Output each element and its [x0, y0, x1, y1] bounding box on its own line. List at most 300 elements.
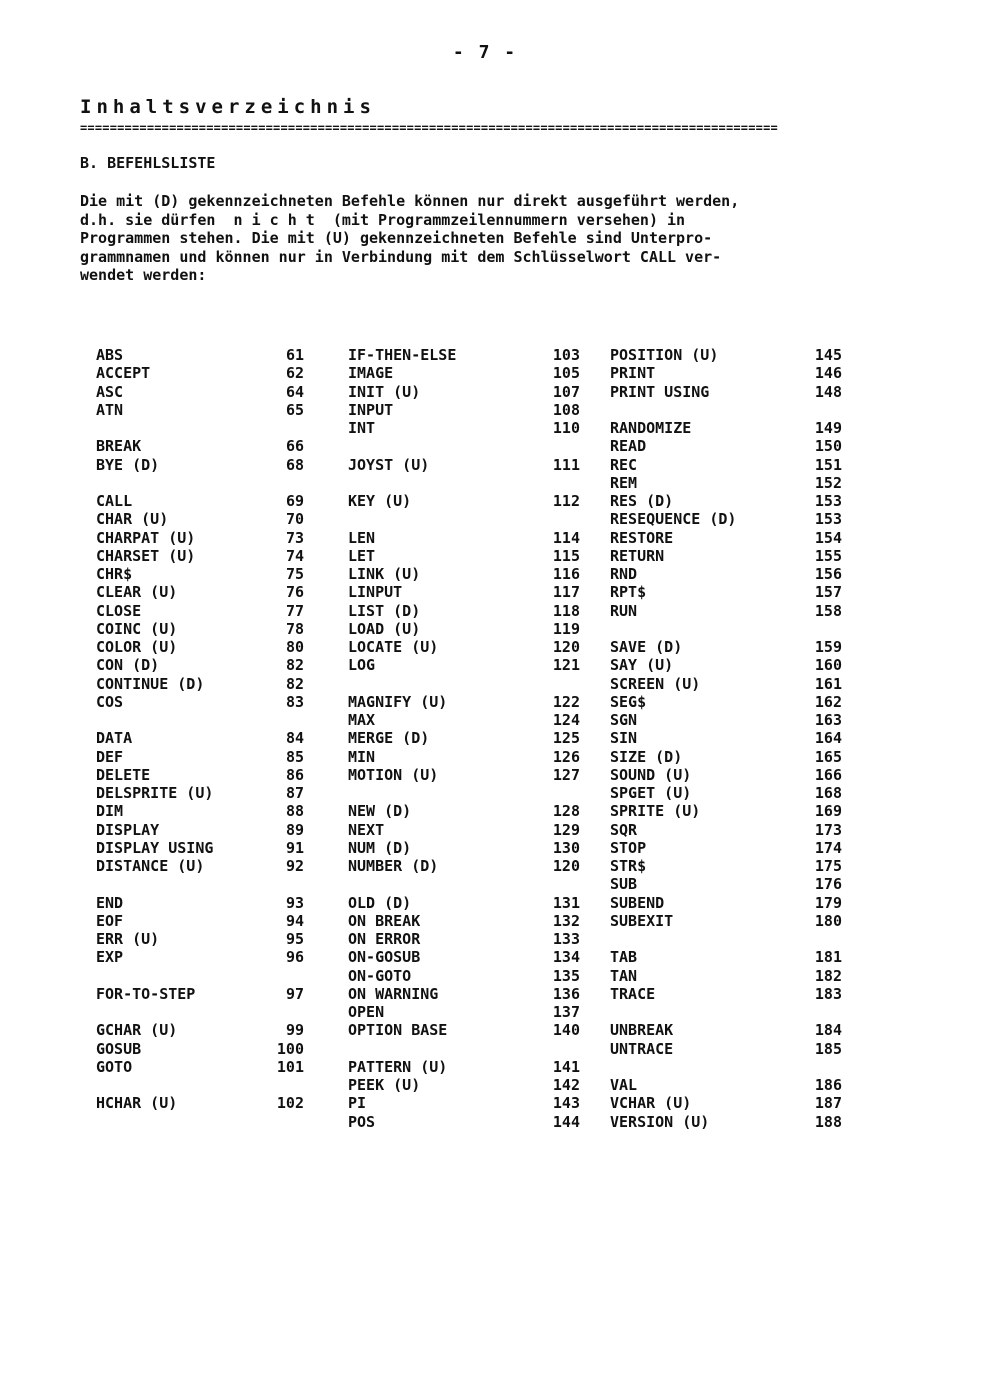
- command-entry: [610, 912, 842, 930]
- command-entry: [610, 547, 842, 565]
- command-entry: [348, 437, 580, 455]
- command-page-number: 76: [285, 583, 304, 602]
- command-page-number: 165: [814, 747, 842, 766]
- section-heading: B. BEFEHLSLISTE: [80, 154, 216, 172]
- command-name: COS: [96, 692, 124, 711]
- command-entry: [96, 419, 316, 437]
- command-name: TRACE: [610, 984, 656, 1003]
- command-name: CALL: [96, 492, 133, 510]
- command-name: TAN: [610, 966, 638, 985]
- command-page-number: 162: [814, 692, 842, 711]
- command-name: END: [96, 893, 124, 912]
- command-name: STOP: [610, 838, 647, 857]
- command-page-number: 132: [552, 911, 580, 930]
- command-name: SPRITE (U): [610, 802, 701, 821]
- command-page-number: 140: [552, 1021, 580, 1040]
- command-page-number: 163: [814, 711, 842, 729]
- command-name: SIZE (D): [610, 747, 683, 766]
- command-name: COINC (U): [96, 619, 178, 638]
- command-page-number: 144: [552, 1112, 580, 1131]
- command-page-number: 92: [285, 857, 304, 875]
- command-name: DISTANCE (U): [96, 857, 205, 875]
- command-name: ABS: [96, 346, 124, 364]
- command-name: NUM (D): [348, 838, 412, 857]
- command-name: BREAK: [96, 437, 142, 456]
- command-name: KEY (U): [348, 492, 412, 510]
- command-entry: [348, 1058, 580, 1076]
- command-page-number: 181: [814, 948, 842, 967]
- command-page-number: 130: [552, 838, 580, 857]
- command-entry: [610, 1040, 842, 1058]
- command-page-number: 110: [552, 419, 580, 437]
- command-page-number: 105: [552, 364, 580, 383]
- command-page-number: 153: [814, 510, 842, 529]
- command-page-number: 69: [285, 492, 304, 510]
- command-name: POS: [348, 1112, 376, 1131]
- command-entry: [96, 638, 316, 656]
- command-name: PRINT USING: [610, 382, 710, 401]
- command-name: PI: [348, 1094, 367, 1113]
- command-page-number: 89: [285, 820, 304, 839]
- command-page-number: 103: [552, 346, 580, 364]
- command-name: LOCATE (U): [348, 638, 439, 656]
- command-page-number: 135: [552, 966, 580, 985]
- command-entry: [348, 583, 580, 601]
- command-page-number: 143: [552, 1094, 580, 1113]
- intro-line: Programmen stehen. Die mit (U) gekennzeichneten Befehle sind Unterpro-: [80, 229, 713, 247]
- command-name: ON WARNING: [348, 984, 439, 1003]
- command-page-number: 146: [814, 364, 842, 383]
- command-entry: [348, 1094, 580, 1112]
- command-entry: [610, 456, 842, 474]
- command-entry: [96, 565, 316, 583]
- command-entry: [348, 638, 580, 656]
- command-name: DEF: [96, 747, 124, 766]
- command-page-number: 111: [552, 455, 580, 474]
- command-page-number: 117: [552, 583, 580, 602]
- command-name: MOTION (U): [348, 765, 439, 784]
- command-name: ATN: [96, 400, 124, 419]
- command-page-number: 87: [285, 784, 304, 802]
- command-entry: [348, 711, 580, 729]
- command-name: DIM: [96, 802, 124, 821]
- command-entry: [96, 364, 316, 382]
- command-name: PRINT: [610, 364, 656, 383]
- command-page-number: 62: [285, 364, 304, 383]
- command-name: TAB: [610, 948, 638, 967]
- command-entry: [348, 729, 580, 747]
- command-entry: [348, 620, 580, 638]
- command-page-number: 168: [814, 784, 842, 802]
- command-page-number: 61: [285, 346, 304, 364]
- command-page-number: 82: [285, 656, 304, 675]
- command-entry: [610, 711, 842, 729]
- command-page-number: 127: [552, 765, 580, 784]
- command-name: INIT (U): [348, 382, 421, 401]
- command-entry: [96, 1040, 316, 1058]
- command-name: JOYST (U): [348, 455, 430, 474]
- command-name: VAL: [610, 1076, 638, 1094]
- command-name: MERGE (D): [348, 729, 430, 748]
- command-entry: [348, 602, 580, 620]
- command-name: DISPLAY USING: [96, 838, 214, 857]
- command-entry: [348, 967, 580, 985]
- command-name: STR$: [610, 857, 647, 875]
- command-entry: [610, 583, 842, 601]
- command-page-number: 137: [552, 1003, 580, 1021]
- command-page-number: 70: [285, 510, 304, 529]
- command-page-number: 184: [814, 1021, 842, 1040]
- command-entry: [348, 766, 580, 784]
- command-entry: [610, 675, 842, 693]
- command-entry: [96, 456, 316, 474]
- command-page-number: 84: [285, 729, 304, 748]
- command-entry: [96, 967, 316, 985]
- command-name: OLD (D): [348, 893, 412, 912]
- command-page-number: 96: [285, 948, 304, 967]
- command-page-number: 108: [552, 400, 580, 419]
- command-entry: [348, 802, 580, 820]
- command-page-number: 129: [552, 820, 580, 839]
- command-name: OPEN: [348, 1003, 385, 1021]
- command-page-number: 176: [814, 875, 842, 894]
- command-entry: [96, 875, 316, 893]
- command-name: ON BREAK: [348, 911, 421, 930]
- command-name: SUB: [610, 875, 638, 894]
- command-entry: [348, 547, 580, 565]
- command-name: POSITION (U): [610, 346, 719, 364]
- command-name: ACCEPT: [96, 364, 151, 383]
- title-underline: ==============================================================================================: [80, 122, 778, 134]
- intro-line: Die mit (D) gekennzeichneten Befehle können nur direkt ausgeführt werden,: [80, 192, 740, 210]
- command-entry: [610, 857, 842, 875]
- command-name: LINK (U): [348, 565, 421, 583]
- command-entry: [610, 565, 842, 583]
- command-name: UNBREAK: [610, 1021, 674, 1040]
- command-entry: [96, 748, 316, 766]
- command-page-number: 78: [285, 619, 304, 638]
- command-name: RND: [610, 565, 638, 583]
- command-entry: [348, 419, 580, 437]
- command-entry: [96, 948, 316, 966]
- command-name: SEG$: [610, 692, 647, 711]
- command-name: INT: [348, 419, 376, 437]
- command-entry: [610, 401, 842, 419]
- command-entry: [610, 1076, 842, 1094]
- command-name: VCHAR (U): [610, 1094, 692, 1113]
- command-name: RES (D): [610, 492, 674, 510]
- command-page-number: 118: [552, 601, 580, 620]
- command-name: SQR: [610, 820, 638, 839]
- command-entry: [348, 748, 580, 766]
- command-entry: [96, 1003, 316, 1021]
- command-entry: [348, 693, 580, 711]
- command-entry: [348, 529, 580, 547]
- intro-line: wendet werden:: [80, 266, 207, 284]
- command-page-number: 94: [285, 911, 304, 930]
- command-name: CONTINUE (D): [96, 674, 205, 693]
- command-entry: [96, 766, 316, 784]
- command-page-number: 83: [285, 692, 304, 711]
- command-entry: [348, 912, 580, 930]
- command-name: READ: [610, 437, 647, 456]
- command-entry: [348, 839, 580, 857]
- command-page-number: 188: [814, 1112, 842, 1131]
- command-page-number: 122: [552, 692, 580, 711]
- command-entry: [96, 912, 316, 930]
- command-entry: [610, 729, 842, 747]
- command-name: LET: [348, 546, 376, 565]
- command-page-number: 73: [285, 528, 304, 547]
- command-page-number: 148: [814, 382, 842, 401]
- command-page-number: 145: [814, 346, 842, 364]
- command-entry: [96, 821, 316, 839]
- command-name: GCHAR (U): [96, 1021, 178, 1040]
- command-name: PATTERN (U): [348, 1057, 448, 1076]
- command-page-number: 125: [552, 729, 580, 748]
- command-name: DELSPRITE (U): [96, 784, 214, 802]
- intro-line: grammnamen und können nur in Verbindung mit dem Schlüsselwort CALL ver-: [80, 247, 722, 266]
- command-page-number: 152: [814, 473, 842, 492]
- command-entry: [348, 383, 580, 401]
- command-entry: [610, 930, 842, 948]
- command-page-number: 100: [276, 1039, 304, 1058]
- command-name: DELETE: [96, 765, 151, 784]
- command-entry: [610, 875, 842, 893]
- command-entry: [610, 748, 842, 766]
- intro-line: d.h. sie dürfen n i c h t (mit Programmzeilennummern versehen) in: [80, 210, 686, 229]
- command-page-number: 134: [552, 948, 580, 967]
- command-entry: [348, 675, 580, 693]
- command-entry: [96, 1058, 316, 1076]
- command-page-number: 99: [285, 1021, 304, 1040]
- command-page-number: 64: [285, 382, 304, 401]
- command-page-number: 149: [814, 419, 842, 437]
- command-name: VERSION (U): [610, 1112, 710, 1131]
- command-entry: [96, 437, 316, 455]
- command-entry: [610, 1003, 842, 1021]
- command-entry: [610, 346, 842, 364]
- command-column-2: [348, 346, 580, 1131]
- command-name: IF-THEN-ELSE: [348, 346, 457, 364]
- command-name: CHR$: [96, 565, 133, 583]
- command-page-number: 157: [814, 583, 842, 602]
- command-name: RANDOMIZE: [610, 419, 692, 437]
- command-entry: [96, 802, 316, 820]
- command-entry: [610, 693, 842, 711]
- command-entry: [348, 930, 580, 948]
- command-page-number: 114: [552, 528, 580, 547]
- command-name: ASC: [96, 382, 124, 401]
- command-name: BYE (D): [96, 455, 160, 474]
- command-name: ON-GOTO: [348, 966, 412, 985]
- command-page-number: 183: [814, 984, 842, 1003]
- command-page-number: 173: [814, 820, 842, 839]
- command-entry: [348, 656, 580, 674]
- command-page-number: 115: [552, 546, 580, 565]
- command-name: LEN: [348, 528, 376, 547]
- command-name: SGN: [610, 711, 638, 729]
- command-entry: [348, 985, 580, 1003]
- command-entry: [348, 401, 580, 419]
- command-page-number: 128: [552, 802, 580, 821]
- command-page-number: 93: [285, 893, 304, 912]
- command-entry: [610, 839, 842, 857]
- command-page-number: 182: [814, 966, 842, 985]
- command-name: REM: [610, 473, 638, 492]
- command-page-number: 166: [814, 765, 842, 784]
- command-name: SUBEND: [610, 893, 665, 912]
- command-page-number: 95: [285, 930, 304, 948]
- command-name: COLOR (U): [96, 638, 178, 656]
- command-entry: [348, 1040, 580, 1058]
- command-page-number: 66: [285, 437, 304, 456]
- command-entry: [96, 693, 316, 711]
- command-page-number: 150: [814, 437, 842, 456]
- command-entry: [96, 930, 316, 948]
- command-entry: [348, 346, 580, 364]
- command-entry: [96, 547, 316, 565]
- command-entry: [610, 383, 842, 401]
- command-page-number: 74: [285, 546, 304, 565]
- command-entry: [610, 492, 842, 510]
- command-entry: [348, 565, 580, 583]
- command-page-number: 156: [814, 565, 842, 583]
- command-page-number: 124: [552, 711, 580, 729]
- command-entry: [610, 638, 842, 656]
- command-entry: [348, 1003, 580, 1021]
- command-entry: [610, 364, 842, 382]
- command-entry: [610, 985, 842, 1003]
- page-number: - 7 -: [452, 42, 518, 63]
- command-name: RESEQUENCE (D): [610, 510, 737, 529]
- command-name: OPTION BASE: [348, 1021, 448, 1040]
- command-name: GOSUB: [96, 1039, 142, 1058]
- command-page-number: 142: [552, 1076, 580, 1094]
- command-entry: [348, 784, 580, 802]
- command-page-number: 161: [814, 674, 842, 693]
- command-page-number: 120: [552, 638, 580, 656]
- command-page-number: 175: [814, 857, 842, 875]
- command-entry: [96, 474, 316, 492]
- command-entry: [96, 1094, 316, 1112]
- command-page-number: 186: [814, 1076, 842, 1094]
- command-name: CHARSET (U): [96, 546, 196, 565]
- command-page-number: 102: [276, 1094, 304, 1113]
- command-name: LOAD (U): [348, 619, 421, 638]
- command-name: SCREEN (U): [610, 674, 701, 693]
- command-name: CHARPAT (U): [96, 528, 196, 547]
- command-column-3: [610, 346, 842, 1131]
- command-entry: [348, 875, 580, 893]
- command-page-number: 151: [814, 455, 842, 474]
- command-entry: [610, 419, 842, 437]
- command-page-number: 169: [814, 802, 842, 821]
- command-page-number: 80: [285, 638, 304, 656]
- command-page-number: 131: [552, 893, 580, 912]
- command-entry: [348, 857, 580, 875]
- command-page-number: 154: [814, 528, 842, 547]
- command-entry: [96, 711, 316, 729]
- command-entry: [96, 346, 316, 364]
- command-entry: [348, 821, 580, 839]
- command-name: RETURN: [610, 546, 665, 565]
- command-entry: [96, 675, 316, 693]
- command-page-number: 119: [552, 619, 580, 638]
- command-entry: [96, 1021, 316, 1039]
- command-name: NUMBER (D): [348, 857, 439, 875]
- command-name: UNTRACE: [610, 1039, 674, 1058]
- command-name: FOR-TO-STEP: [96, 984, 196, 1003]
- command-page-number: 133: [552, 930, 580, 948]
- command-page-number: 160: [814, 656, 842, 675]
- command-name: MAX: [348, 711, 376, 729]
- command-name: SUBEXIT: [610, 911, 674, 930]
- command-name: IMAGE: [348, 364, 394, 383]
- command-page-number: 91: [285, 838, 304, 857]
- command-entry: [348, 510, 580, 528]
- command-page-number: 75: [285, 565, 304, 583]
- command-page-number: 68: [285, 455, 304, 474]
- command-name: HCHAR (U): [96, 1094, 178, 1113]
- command-entry: [348, 364, 580, 382]
- command-entry: [96, 894, 316, 912]
- command-entry: [610, 1021, 842, 1039]
- command-name: EOF: [96, 911, 124, 930]
- command-name: CLEAR (U): [96, 583, 178, 602]
- command-entry: [610, 967, 842, 985]
- command-entry: [610, 620, 842, 638]
- command-name: MAGNIFY (U): [348, 692, 448, 711]
- command-entry: [610, 1094, 842, 1112]
- command-entry: [96, 985, 316, 1003]
- command-entry: [348, 894, 580, 912]
- command-page-number: 77: [285, 601, 304, 620]
- command-page-number: 141: [552, 1057, 580, 1076]
- command-entry: [96, 583, 316, 601]
- command-entry: [610, 474, 842, 492]
- command-page-number: 159: [814, 638, 842, 656]
- command-name: PEEK (U): [348, 1076, 421, 1094]
- command-entry: [348, 1021, 580, 1039]
- command-name: CHAR (U): [96, 510, 169, 529]
- command-name: RPT$: [610, 583, 647, 602]
- command-name: SAY (U): [610, 656, 674, 675]
- command-name: NEW (D): [348, 802, 412, 821]
- command-page-number: 126: [552, 747, 580, 766]
- command-name: SIN: [610, 729, 638, 748]
- command-page-number: 121: [552, 656, 580, 675]
- command-page-number: 101: [276, 1057, 304, 1076]
- page-title: Inhaltsverzeichnis: [80, 96, 376, 118]
- command-page-number: 65: [285, 400, 304, 419]
- command-name: ON ERROR: [348, 930, 421, 948]
- command-entry: [96, 401, 316, 419]
- command-page-number: 155: [814, 546, 842, 565]
- command-entry: [610, 1058, 842, 1076]
- command-entry: [610, 802, 842, 820]
- command-name: MIN: [348, 747, 376, 766]
- command-name: LINPUT: [348, 583, 403, 602]
- command-entry: [348, 474, 580, 492]
- command-page-number: 164: [814, 729, 842, 748]
- command-entry: [610, 784, 842, 802]
- command-entry: [610, 656, 842, 674]
- command-name: REC: [610, 455, 638, 474]
- command-page-number: 158: [814, 601, 842, 620]
- command-page-number: 179: [814, 893, 842, 912]
- command-entry: [610, 766, 842, 784]
